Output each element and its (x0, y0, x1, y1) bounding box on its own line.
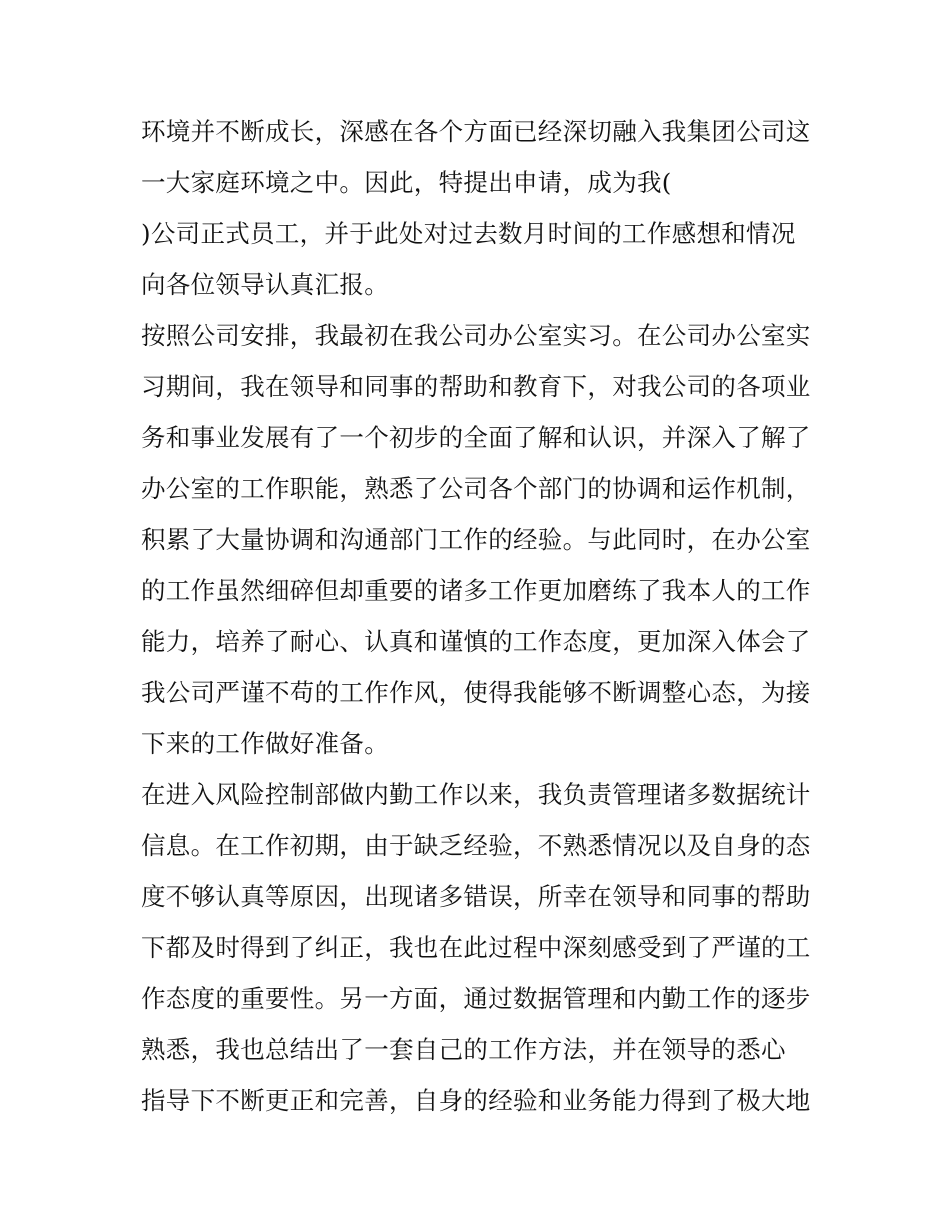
text-line: 务和事业发展有了一个初步的全面了解和认识，并深入了解了 (141, 423, 811, 452)
text-line: 的工作虽然细碎但却重要的诸多工作更加磨练了我本人的工作 (141, 576, 811, 605)
text-line: 积累了大量协调和沟通部门工作的经验。与此同时，在办公室 (141, 525, 811, 554)
text-line: )公司正式员工，并于此处对过去数月时间的工作感想和情况 (141, 219, 796, 248)
text-line: 指导下不断更正和完善，自身的经验和业务能力得到了极大地 (141, 1086, 811, 1115)
text-line: 环境并不断成长，深感在各个方面已经深切融入我集团公司这 (141, 117, 811, 146)
text-line: 作态度的重要性。另一方面，通过数据管理和内勤工作的逐步 (141, 984, 811, 1013)
text-line: 熟悉，我也总结出了一套自己的工作方法，并在领导的悉心 (141, 1035, 786, 1064)
text-line: 按照公司安排，我最初在我公司办公室实习。在公司办公室实 (141, 321, 811, 350)
text-line: 能力，培养了耐心、认真和谨慎的工作态度，更加深入体会了 (141, 627, 811, 656)
text-line: 我公司严谨不苟的工作作风，使得我能够不断调整心态，为接 (141, 678, 811, 707)
text-line: 向各位领导认真汇报。 (141, 270, 389, 299)
text-line: 度不够认真等原因，出现诸多错误，所幸在领导和同事的帮助 (141, 882, 811, 911)
text-line: 下来的工作做好准备。 (141, 729, 389, 758)
text-line: 在进入风险控制部做内勤工作以来，我负责管理诸多数据统计 (141, 780, 811, 809)
text-line: 办公室的工作职能，熟悉了公司各个部门的协调和运作机制， (141, 474, 811, 503)
text-line: 下都及时得到了纠正，我也在此过程中深刻感受到了严谨的工 (141, 933, 811, 962)
body-text (141, 106, 821, 1126)
text-line: 信息。在工作初期，由于缺乏经验，不熟悉情况以及自身的态 (141, 831, 811, 860)
text-line: 一大家庭环境之中。因此，特提出申请，成为我( (141, 168, 672, 197)
text-line: 习期间，我在领导和同事的帮助和教育下，对我公司的各项业 (141, 372, 811, 401)
